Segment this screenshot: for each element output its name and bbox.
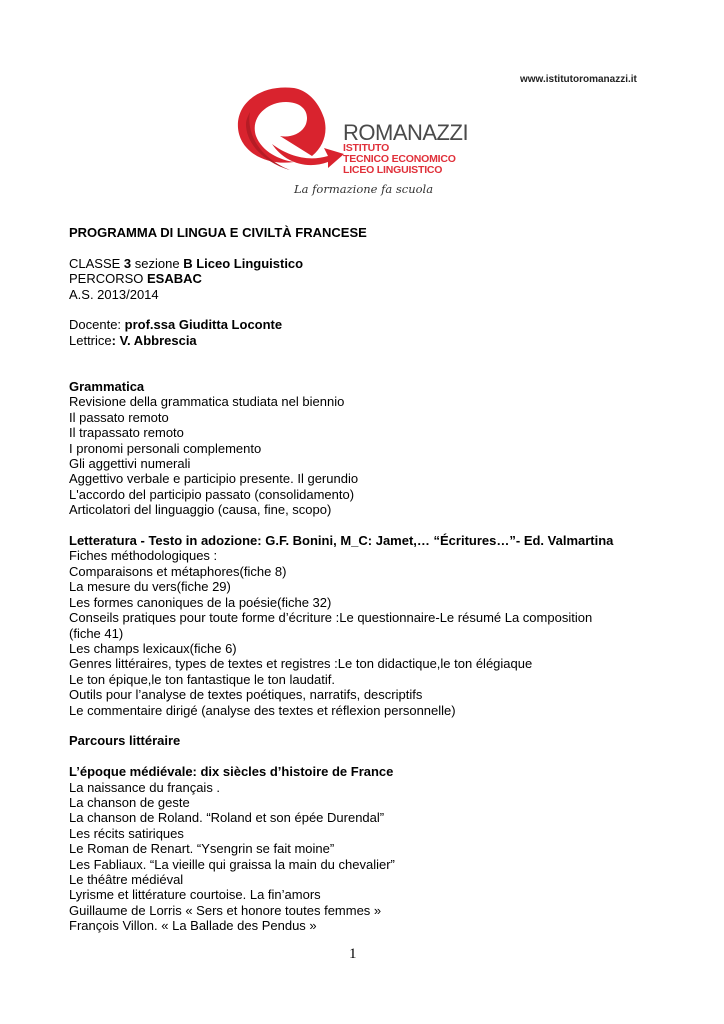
list-item: Les Fabliaux. “La vieille qui graissa la main du chevalier” <box>69 856 395 872</box>
page-number: 1 <box>349 946 357 962</box>
document-title: PROGRAMMA DI LINGUA E CIVILTÀ FRANCESE <box>69 225 367 240</box>
list-item: Revisione della grammatica studiata nel biennio <box>69 394 345 410</box>
list-item: Le ton épique,le ton fantastique le ton laudatif. <box>69 671 335 687</box>
list-item: Comparaisons et métaphores(fiche 8) <box>69 563 287 579</box>
epoque-heading: L’époque médiévale: dix siècles d’histoire de France <box>69 764 394 780</box>
grammatica-heading: Grammatica <box>69 379 145 395</box>
logo-line-3: LICEO LINGUISTICO <box>343 164 443 176</box>
list-item: Les champs lexicaux(fiche 6) <box>69 640 237 656</box>
list-item: La naissance du français . <box>69 779 221 795</box>
list-item: La chanson de geste <box>69 794 190 810</box>
docente-label: Docente: <box>69 317 125 333</box>
list-item: Genres littéraires, types de textes et registres :Le ton didactique,le ton élégiaque <box>69 656 533 672</box>
lettrice-label: Lettrice <box>69 332 112 348</box>
logo-slogan: La formazione fa scuola <box>294 182 434 196</box>
sezione-value: B Liceo Linguistico <box>183 255 304 271</box>
list-item: La chanson de Roland. “Roland et son épée Durendal” <box>69 810 385 826</box>
list-item: Guillaume de Lorris « Sers et honore toutes femmes » <box>69 902 382 918</box>
list-item: Lyrisme et littérature courtoise. La fin’amors <box>69 887 321 903</box>
logo-brand-name: ROMANAZZI <box>343 120 469 145</box>
percorso-value: ESABAC <box>147 271 202 287</box>
classe-line <box>69 256 669 271</box>
sezione-label: sezione <box>131 255 184 271</box>
classe-value: 3 <box>123 255 132 271</box>
logo-line-1: ISTITUTO <box>343 142 390 154</box>
list-item: Les récits satiriques <box>69 825 184 841</box>
list-item: Aggettivo verbale e participio presente. Il gerundio <box>69 471 359 487</box>
list-item: Fiches méthodologiques : <box>69 548 218 564</box>
list-item: Il trapassato remoto <box>69 425 184 441</box>
logo-line-2: TECNICO ECONOMICO <box>343 153 456 165</box>
list-item: Le commentaire dirigé (analyse des textes et réflexion personnelle) <box>69 702 456 718</box>
list-item: I pronomi personali complemento <box>69 440 262 456</box>
docente-line <box>69 317 669 332</box>
docente-value: prof.ssa Giuditta Loconte <box>124 317 283 333</box>
list-item: Gli aggettivi numerali <box>69 456 191 472</box>
document-body <box>69 225 669 934</box>
list-item: Les formes canoniques de la poésie(fiche 32) <box>69 594 332 610</box>
letteratura-heading: Letteratura - Testo in adozione: G.F. Bonini, M_C: Jamet,… “Écritures…”- Ed. Valmartina <box>69 533 614 549</box>
website-url: www.istitutoromanazzi.it <box>520 74 637 85</box>
percorso-line <box>69 271 669 286</box>
list-item: Le Roman de Renart. “Ysengrin se fait moine” <box>69 841 335 857</box>
school-logo <box>232 82 482 202</box>
parcours-heading: Parcours littéraire <box>69 733 181 749</box>
percorso-label: PERCORSO <box>69 271 148 287</box>
list-item: (fiche 41) <box>69 625 124 641</box>
school-year: A.S. 2013/2014 <box>69 286 159 302</box>
lettrice-value: : V. Abbrescia <box>111 332 197 348</box>
lettrice-line <box>69 333 669 348</box>
list-item: François Villon. « La Ballade des Pendus » <box>69 918 317 934</box>
list-item: Conseils pratiques pour toute forme d’écriture :Le questionnaire-Le résumé La composition <box>69 610 593 626</box>
list-item: Outils pour l’analyse de textes poétiques, narratifs, descriptifs <box>69 687 423 703</box>
list-item: Articolatori del linguaggio (causa, fine, scopo) <box>69 502 332 518</box>
list-item: L'accordo del participio passato (consolidamento) <box>69 486 355 502</box>
list-item: Il passato remoto <box>69 409 169 425</box>
list-item: Le théâtre médiéval <box>69 871 184 887</box>
classe-label: CLASSE <box>69 255 124 271</box>
list-item: La mesure du vers(fiche 29) <box>69 579 231 595</box>
